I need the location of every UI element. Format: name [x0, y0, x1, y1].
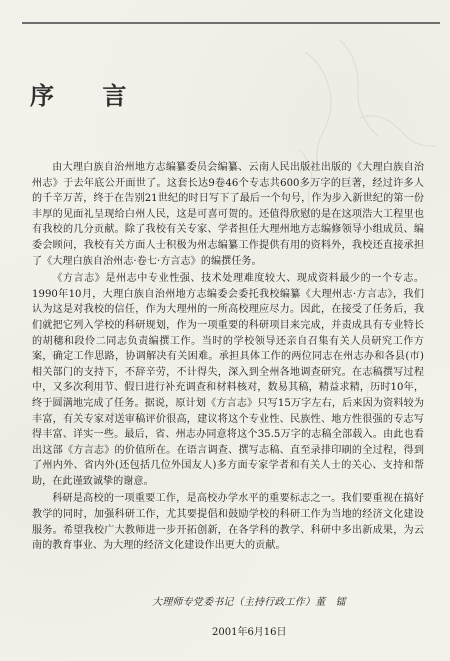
preface-body: [32, 160, 424, 556]
date-line: 2001年6月16日: [212, 627, 287, 638]
paragraph-3: 科研是高校的一项重要工作，是高校办学水平的重要标志之一。我们要重视在搞好教学的同时，加强科研工作，尤其要提倡和鼓励学校的科研工作为当地的经济文化建设服务。希望我校广大教师进一步开拓创新，在各学科的教学、科研中多出新成果，为云南的教育事业、为大理的经济文化建设作出更大的贡献。: [32, 493, 424, 552]
paragraph-1: 由大理白族自治州地方志编纂委员会编纂、云南人民出版社出版的《大理白族自治州志》于去年底公开面世了。这套长达9卷46个专志共600多万字的巨著，经过许多人的千辛万苦，终于在告别21世纪的时日写下了最后一个句号，作为步入新世纪的第一份丰厚的见面礼呈现给白州人民，这是可喜可贺的。还值得欣慰的是在这项浩大工程里也有我校的几分贡献。除了我校有关专家、学者担任大理州地方志编修领导小组成员、编委会顾问，我校有关方面人士积极为州志编纂工作提供有用的资料外，我校还直接承担了《大理白族自治州志·卷七·方言志》的编撰任务。: [32, 162, 424, 267]
page-title: 序 言: [30, 81, 147, 110]
signature-line: 大理师专党委书记（主持行政工作）董 镭: [152, 597, 346, 608]
paragraph-2: 《方言志》是州志中专业性强、技术处理难度较大、现成资料最少的一个专志。1990年10月，大理白族自治州地方志编委会委托我校编纂《大理州志·方言志》，我们认为这是对我校的信任，作为大理州的一所高校理应尽力。因此，在接受了任务后，我们就把它列入学校的科研规划，作为一项重要的科研项目来完成，并责成具有专业特长的胡穗和段伶二同志负责编撰工作。当时的学校领导还亲自召集有关人员研究工作方案，确定工作思路，协调解决有关困难。承担具体工作的两位同志在州志办和各县(市)相关部门的支持下，不辞辛劳，不计得失，深入到全州各地调查研究。在志稿撰写过程中，又多次利用节、假日进行补充调查和材料核对，数易其稿，精益求精，历时10年，终于圆满地完成了任务。据说，原计划《方言志》只写15万字左右，后来因为资料较为丰富，有关专家对送审稿评价很高，建议将这个专业性、民族性、地方性很强的专志写得丰富、详实一些。最后，省、州志办同意将这个35.5万字的志稿全部载入。由此也看出这部《方言志》的价值所在。在语言调查、撰写志稿、直至录排印刷的全过程，得到了州内外、省内外(还包括几位外国友人)多方面专家学者和有关人士的关心、支持和帮助，在此谨致诚挚的谢意。: [32, 273, 424, 487]
top-rule: [22, 22, 440, 24]
